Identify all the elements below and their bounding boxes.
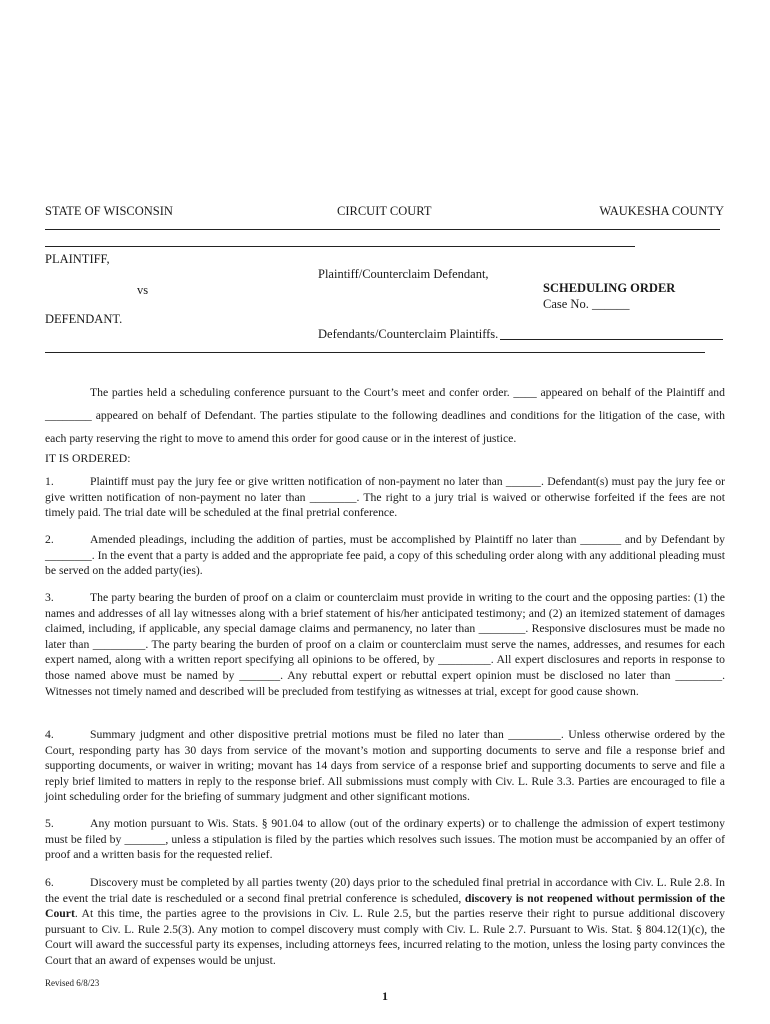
- caption-rule-top: [45, 229, 720, 230]
- paragraph-text: Any motion pursuant to Wis. Stats. § 901.04 to allow (out of the ordinary experts) or to challenge the admission of expert testimony must be filed by _______, unless a stipulation is filed by the parties which resolves such issues. The motion must be accompanied by an offer of proof and a written basis for the requested relief.: [45, 817, 725, 862]
- paragraph-number: 6.: [45, 876, 54, 889]
- paragraph-number: 1.: [45, 475, 54, 488]
- order-paragraph-3: [45, 590, 725, 699]
- page-number: 1: [382, 989, 388, 1003]
- paragraph-text: Plaintiff must pay the jury fee or give written notification of non-payment no later than ______. Defendant(s) must pay the jury fee or give written notification of non-payment no later than ________. The right to a jury trial is waived or otherwise forfeited if the fees are not timely paid. The trial date will be scheduled at the final pretrial conference.: [45, 475, 725, 520]
- order-paragraph-1: [45, 474, 725, 521]
- state-label: STATE OF WISCONSIN: [45, 204, 173, 218]
- revision-note: Revised 6/8/23: [45, 978, 100, 988]
- intro-paragraph: The parties held a scheduling conference pursuant to the Court’s meet and confer order. ____ appeared on behalf of the Plaintiff and ________ appeared on behalf of Defendant. The parties stipulate to the following deadlines and conditions for the litigation of the case, with each party reserving the right to move to amend this order for good cause or in the interest of justice.: [45, 386, 725, 445]
- court-label: CIRCUIT COURT: [337, 204, 432, 218]
- defendant-role: Defendants/Counterclaim Plaintiffs.: [318, 327, 499, 341]
- order-paragraph-2: [45, 532, 725, 579]
- paragraph-number: 2.: [45, 533, 54, 546]
- defendant-role-underline: [500, 339, 723, 340]
- paragraph-text-before: Discovery must be completed by all parties twenty (20) days prior to the scheduled final pretrial in accordance with Civ. L. Rule 2.8. In the event the trial date is rescheduled or a second final pretrial conference is scheduled,: [45, 876, 725, 905]
- paragraph-number: 5.: [45, 817, 54, 830]
- order-paragraph-4: [45, 727, 725, 805]
- paragraph-number: 4.: [45, 728, 54, 741]
- paragraph-text: Amended pleadings, including the addition of parties, must be accomplished by Plaintiff no later than _______ and by Defendant by ________. In the event that a party is added and the appropriate fee paid, a copy of this scheduling order along with any additional pleading must be served on the added party(ies).: [45, 533, 725, 578]
- order-paragraph-6: [45, 875, 725, 969]
- document-title: SCHEDULING ORDER: [543, 281, 676, 295]
- paragraph-text: The party bearing the burden of proof on a claim or counterclaim must provide in writing to the court and the opposing parties: (1) the names and addresses of all lay witnesses along with a brief statement of his/her anticipated testimony; and (2) an itemized statement of damages claimed, including, if applicable, any special damage claims and permanency, no later than ________. Responsive disclosures must be made no later than _________. The party bearing the burden of proof on a claim or counterclaim must serve the names, addresses, and resumes for each expert named, along with a written report specifying all opinions to be offered, by _________. All expert disclosures and reports in response to those named above must be named by _______. Any rebuttal expert or rebuttal expert opinion must be disclosed no later than ________. Witnesses not timely named and described will be precluded from testifying as witnesses at trial, except for good cause shown.: [45, 591, 725, 698]
- paragraph-text: Summary judgment and other dispositive pretrial motions must be filed no later than _________. Unless otherwise ordered by the Court, responding party has 30 days from service of the movant’s motion and supporting documents to serve and file a response brief and supporting documents, or waiver in writing; movant has 14 days from service of a response brief and supporting documents to serve and file a reply brief limited to matters in reply to the response brief. All submissions must comply with Civ. L. Rule 3.3. Parties are encouraged to file a joint scheduling order for the briefing of summary judgment and other significant motions.: [45, 728, 725, 804]
- ordered-heading: IT IS ORDERED:: [45, 452, 131, 465]
- versus-label: vs: [137, 283, 149, 297]
- plaintiff-label: PLAINTIFF,: [45, 252, 110, 266]
- order-paragraph-5: [45, 816, 725, 863]
- caption-rule-second: [45, 246, 635, 247]
- county-label: WAUKESHA COUNTY: [599, 204, 724, 218]
- plaintiff-role: Plaintiff/Counterclaim Defendant,: [318, 267, 489, 281]
- paragraph-text-bold: discovery is not reopened without permission of the Court: [45, 891, 725, 921]
- caption-rule-bottom: [45, 352, 705, 353]
- paragraph-text-after: . At this time, the parties agree to the provisions in Civ. L. Rule 2.5, but the parties reserve their right to pursue additional discovery pursuant to Civ. L. Rule 2.5(3). Any motion to compel discovery must comply with Civ. L. Rule 2.7. Pursuant to Wis. Stat. § 804.12(1)(c), the Court will award the successful party its expenses, including attorneys fees, incurred relating to the motion, unless the losing party convinces the Court that an award of expenses would be unjust.: [45, 907, 725, 967]
- defendant-label: DEFENDANT.: [45, 312, 123, 326]
- case-number: Case No. ______: [543, 297, 630, 311]
- paragraph-number: 3.: [45, 591, 54, 604]
